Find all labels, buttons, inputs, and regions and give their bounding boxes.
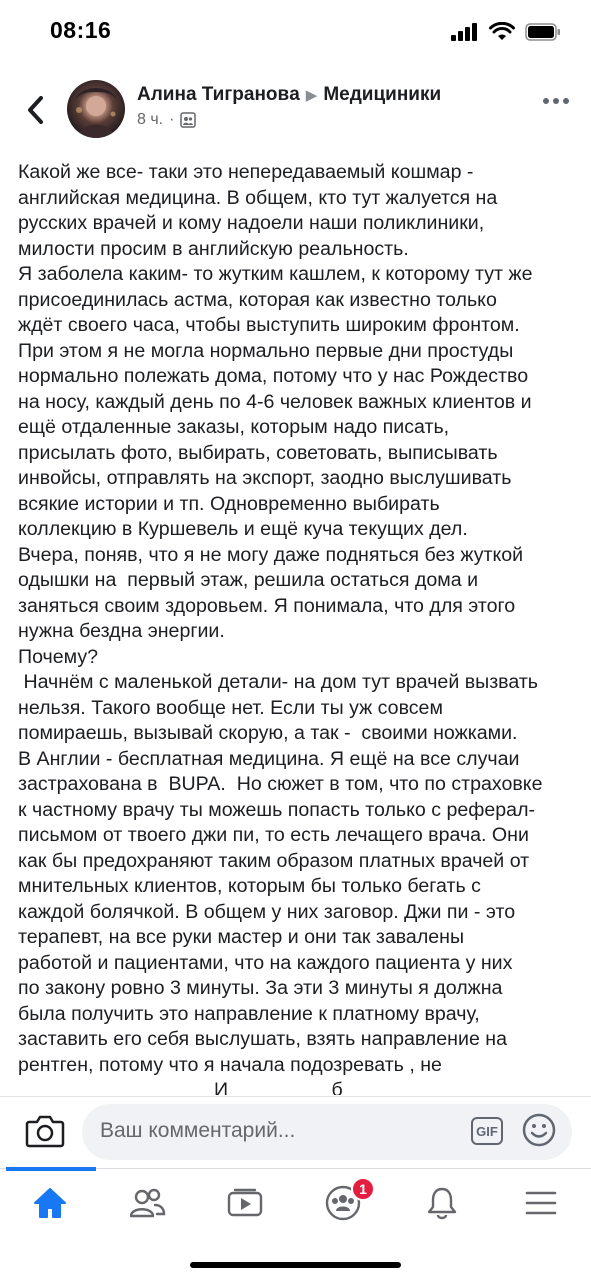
post-text-line: И б	[18, 1079, 343, 1095]
post-text-line: милости просим в английскую реальность.	[18, 237, 409, 260]
post-text-line: помираешь, вызывай скорую, а так - своими ножками.	[18, 722, 518, 744]
group-visibility-icon	[180, 112, 196, 128]
post-text-line: инвойсы, отправлять на экспорт, заодно выслушивать	[18, 467, 512, 489]
post-text-line: присоединилась астма, которая как известно только	[18, 288, 497, 311]
friends-icon	[128, 1187, 166, 1219]
back-button[interactable]	[18, 90, 52, 130]
post-text-line: каждой болячкой. В общем у них заговор. Джи пи - это	[18, 900, 516, 923]
nav-menu[interactable]	[493, 1169, 589, 1237]
bottom-nav	[0, 1168, 591, 1241]
hamburger-menu-icon	[524, 1189, 558, 1217]
cellular-signal-icon	[451, 23, 479, 41]
home-icon	[33, 1187, 67, 1219]
post-body	[18, 160, 578, 1095]
post-text-line: коллекцию в Куршевель и ещё куча текущих дел.	[18, 518, 468, 540]
post-text-line: Почему?	[18, 645, 99, 668]
author-line	[137, 84, 441, 106]
post-text-line: по закону ровно 3 минуты. За эти 3 минуты я должна	[18, 977, 503, 999]
smiley-icon	[522, 1113, 556, 1147]
groups-notification-badge: 1	[351, 1177, 375, 1201]
post-text-line: русских врачей и кому надоели наши поликлиники,	[18, 212, 485, 234]
post-text-line: всякие истории и тп. Одновременно выбирать	[18, 492, 440, 515]
emoji-button[interactable]	[522, 1113, 556, 1147]
home-indicator	[190, 1262, 401, 1268]
camera-button[interactable]	[25, 1113, 65, 1149]
post-text-line: письмом от твоего джи пи, то есть лечащего врача. Они	[18, 824, 529, 846]
back-arrow-icon	[26, 96, 44, 124]
post-text-line: нужна бездна энергии.	[18, 620, 225, 642]
more-options-button[interactable]	[543, 98, 569, 104]
post-text-line: была получить это направление к платному врачу,	[18, 1002, 480, 1025]
post-text-line: нормально полежать дома, потому что у нас Рождество	[18, 365, 529, 387]
more-dot-icon	[543, 98, 549, 104]
post-meta	[137, 111, 196, 129]
post-text-line: рентген, потому что я начала подозревать , не	[18, 1053, 442, 1076]
post-text-line: Начнём с маленькой детали- на дом тут врачей вызвать	[18, 671, 539, 693]
group-name[interactable]: Медициники	[323, 84, 442, 105]
post-text-line: Какой же все- таки это непередаваемый кошмар -	[18, 161, 474, 183]
post-text-line: Я заболела каким- то жутким кашлем, к которому тут же	[18, 263, 533, 285]
post-text-line: на носу, каждый день по 4-6 человек важных клиентов и	[18, 390, 532, 413]
comment-bar	[0, 1096, 591, 1169]
post-text-line: Вчера, поняв, что я не могу даже подняться без жуткой	[18, 543, 524, 566]
post-text-line: работой и пациентами, что на каждого пациента у них	[18, 951, 513, 974]
post-text-line: застрахована в BUPA. Но сюжет в том, что по страховке	[18, 773, 543, 795]
author-avatar[interactable]	[67, 80, 125, 138]
post-text-line: к частному врачу ты можешь попасть только с реферал-	[18, 798, 536, 821]
nav-watch[interactable]	[197, 1169, 293, 1237]
post-text-line: нельзя. Такого вообще нет. Если ты уж совсем	[18, 696, 443, 719]
post-text-line: ещё отдаленные заказы, которым надо писать,	[18, 416, 450, 438]
post-text-line: заставить его себя выслушать, взять направление на	[18, 1028, 508, 1050]
active-tab-indicator	[6, 1167, 96, 1171]
gif-button[interactable]: GIF	[471, 1117, 503, 1145]
status-bar	[0, 0, 591, 66]
post-text-line: заняться своим здоровьем. Я понимала, что для этого	[18, 594, 516, 617]
status-icons	[451, 22, 561, 41]
meta-dot: ·	[169, 111, 175, 128]
more-dot-icon	[563, 98, 569, 104]
nav-home[interactable]	[2, 1169, 98, 1237]
comment-input[interactable]	[82, 1104, 572, 1160]
post-text-line: одышки на первый этаж, решила остаться дома и	[18, 569, 479, 591]
author-name[interactable]: Алина Тиграновa	[137, 84, 300, 105]
nav-groups[interactable]	[295, 1169, 391, 1237]
nav-friends[interactable]	[99, 1169, 195, 1237]
post-text-line: В Англии - бесплатная медицина. Я ещё на все случаи	[18, 747, 520, 770]
status-time: 08:16	[50, 17, 112, 43]
wifi-icon	[489, 22, 515, 41]
post-header	[0, 72, 591, 152]
comment-placeholder: Ваш комментарий...	[100, 1119, 296, 1142]
post-text-line: терапевт, на все руки мастер и они так завалены	[18, 926, 465, 948]
avatar-image	[67, 80, 125, 138]
video-icon	[227, 1188, 263, 1218]
battery-icon	[525, 23, 561, 41]
arrow-right-icon: ▶	[305, 87, 318, 104]
post-text-line: как бы предохраняют таким образом платных врачей от	[18, 849, 530, 872]
post-text-line: присылать фото, выбирать, советовать, выписывать	[18, 441, 498, 464]
post-text-line: ждёт своего часа, чтобы выступить широким фронтом.	[18, 314, 520, 336]
post-text-line: При этом я не могла нормально первые дни простуды	[18, 339, 514, 362]
more-dot-icon	[553, 98, 559, 104]
nav-notifications[interactable]	[394, 1169, 490, 1237]
camera-icon	[25, 1113, 65, 1149]
post-time[interactable]: 8 ч.	[137, 111, 164, 128]
bell-icon	[426, 1186, 458, 1220]
post-text-line: английская медицина. В общем, кто тут жалуется на	[18, 186, 498, 209]
post-text-line: мнительных клиентов, которым бы только бегать с	[18, 875, 481, 897]
